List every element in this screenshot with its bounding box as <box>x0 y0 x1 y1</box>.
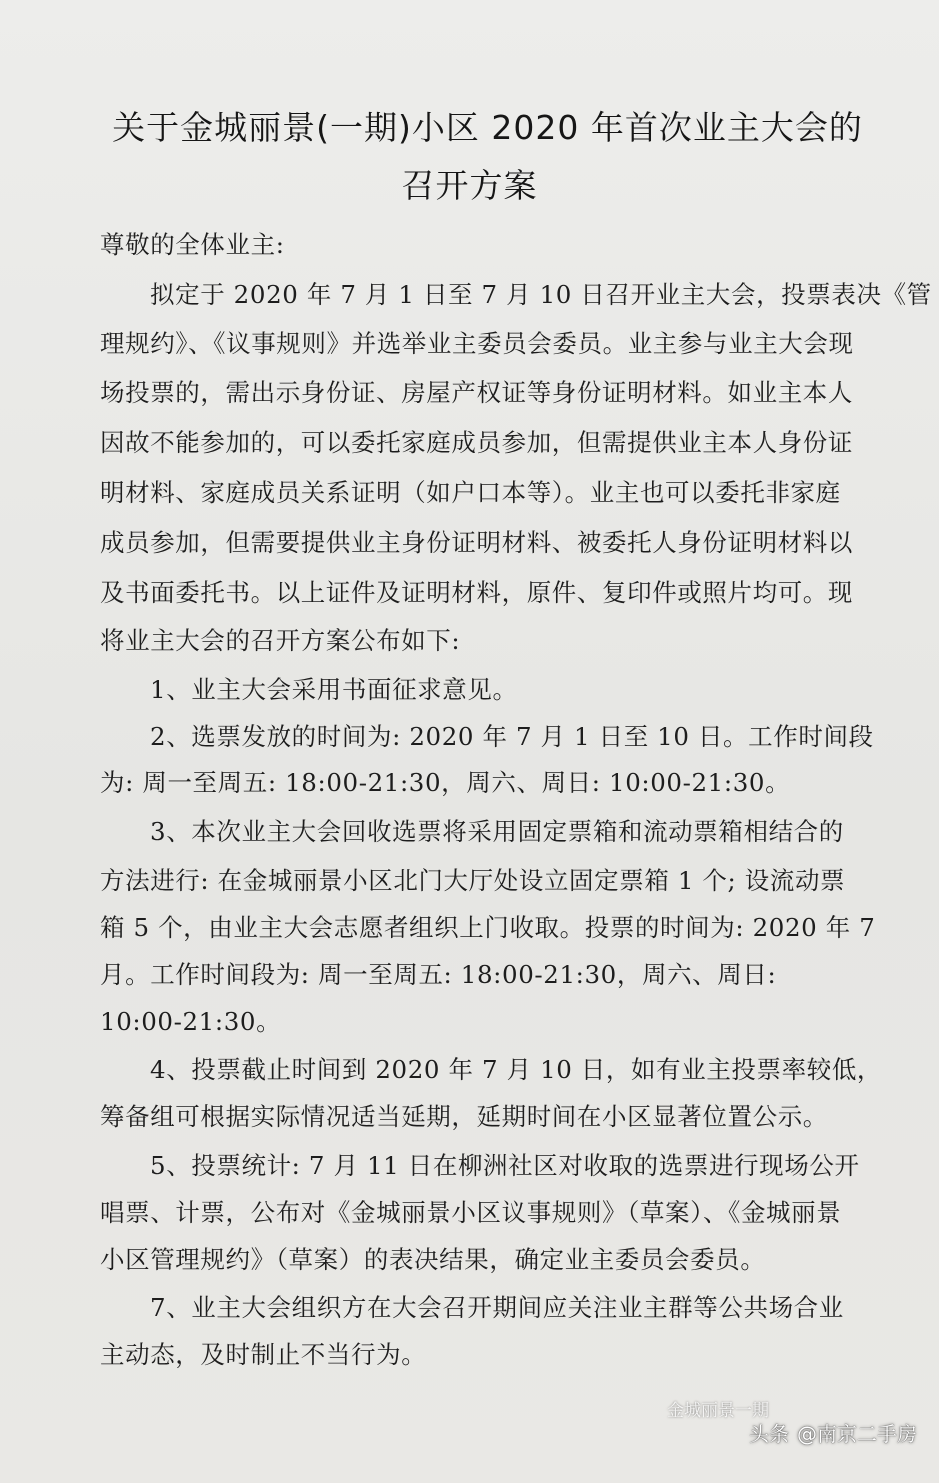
body-line: 10:00-21:30。 <box>100 1007 282 1036</box>
watermark-platform: 头条 <box>749 1422 789 1446</box>
body-line: 及书面委托书。以上证件及证明材料，原件、复印件或照片均可。现 <box>100 578 853 607</box>
watermark <box>749 1418 917 1447</box>
body-line: 小区管理规约》（草案）的表决结果，确定业主委员会委员。 <box>100 1245 766 1274</box>
list-item-3: 3、本次业主大会回收选票将采用固定票箱和流动票箱相结合的 <box>150 817 844 846</box>
faint-watermark-text: 金城丽景一期 <box>667 1401 769 1421</box>
list-item-5: 5、投票统计: 7 月 11 日在柳洲社区对收取的选票进行现场公开 <box>150 1151 860 1180</box>
list-item-1: 1、业主大会采用书面征求意见。 <box>150 675 518 704</box>
body-line: 方法进行: 在金城丽景小区北门大厅处设立固定票箱 1 个; 设流动票 <box>100 866 846 895</box>
watermark-account: @南京二手房 <box>797 1422 917 1446</box>
body-line: 场投票的，需出示身份证、房屋产权证等身份证明材料。如业主本人 <box>100 378 853 407</box>
body-line: 为: 周一至周五: 18:00-21:30，周六、周日: 10:00-21:30。 <box>100 768 791 797</box>
body-line: 拟定于 2020 年 7 月 1 日至 7 月 10 日召开业主大会，投票表决《管 <box>150 280 932 309</box>
list-item-7: 7、业主大会组织方在大会召开期间应关注业主群等公共场合业 <box>150 1293 844 1322</box>
body-line: 月。工作时间段为: 周一至周五: 18:00-21:30，周六、周日: <box>100 960 777 989</box>
list-item-2: 2、选票发放的时间为: 2020 年 7 月 1 日至 10 日。工作时间段 <box>150 722 874 751</box>
document-title-line-1: 关于金城丽景(一期)小区 2020 年首次业主大会的 <box>112 108 863 147</box>
salutation: 尊敬的全体业主: <box>100 230 285 259</box>
body-line: 理规约》、《议事规则》并选举业主委员会委员。业主参与业主大会现 <box>100 329 854 358</box>
body-line: 主动态，及时制止不当行为。 <box>100 1340 427 1369</box>
body-line: 筹备组可根据实际情况适当延期，延期时间在小区显著位置公示。 <box>100 1102 828 1131</box>
body-line: 成员参加，但需要提供业主身份证明材料、被委托人身份证明材料以 <box>100 528 853 557</box>
body-line: 因故不能参加的，可以委托家庭成员参加，但需提供业主本人身份证 <box>100 428 853 457</box>
body-line: 唱票、计票，公布对《金城丽景小区议事规则》（草案）、《金城丽景 <box>100 1198 842 1227</box>
body-line: 将业主大会的召开方案公布如下: <box>100 626 461 655</box>
body-line: 明材料、家庭成员关系证明（如户口本等）。业主也可以委托非家庭 <box>100 478 841 507</box>
body-line: 箱 5 个，由业主大会志愿者组织上门收取。投票的时间为: 2020 年 7 <box>100 913 876 942</box>
document-title-line-2: 召开方案 <box>401 166 538 205</box>
list-item-4: 4、投票截止时间到 2020 年 7 月 10 日，如有业主投票率较低， <box>150 1055 883 1084</box>
